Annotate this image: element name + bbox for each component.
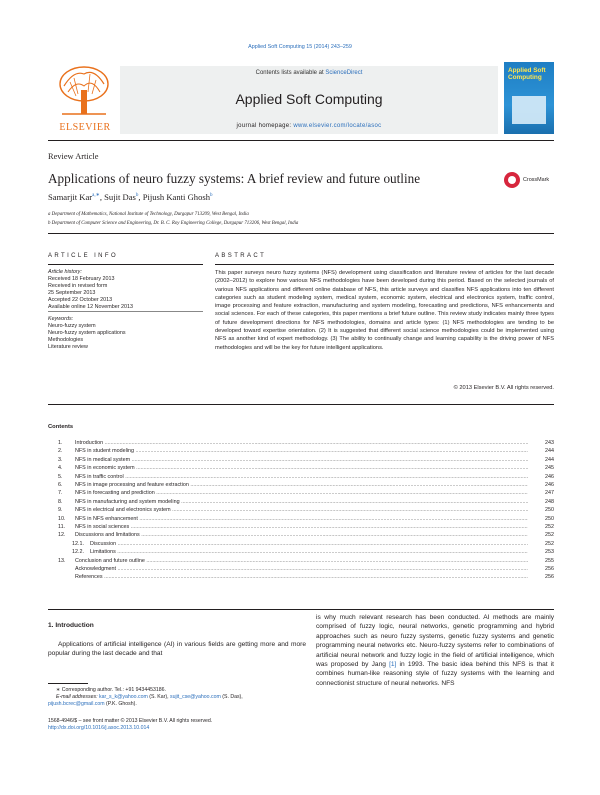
toc-row[interactable] (48, 574, 554, 582)
toc-title[interactable]: Conclusion and future outline ..... (75, 558, 528, 565)
email-link[interactable]: pijush.bcrec@gmail.com (48, 701, 105, 708)
journal-homepage (120, 123, 498, 129)
toc-row[interactable] (48, 507, 554, 515)
affiliation-a: a Department of Mathematics, National Institute of Technology, Durgapur 713209, West Bengal, India (48, 212, 249, 217)
toc-number: 13. (58, 557, 66, 564)
keywords-label: Keywords: (48, 316, 74, 322)
history-line: Received 18 February 2013 (48, 276, 115, 282)
toc-row[interactable] (48, 465, 554, 473)
toc-title[interactable]: NFS in medical system ..... (75, 457, 528, 464)
keywords-divider (48, 311, 203, 312)
crossmark-label: CrossMark (523, 177, 550, 183)
toc-title[interactable]: NFS in NFS enhancement ..... (75, 516, 528, 523)
toc-number: 1. (58, 440, 63, 446)
toc-row[interactable] (48, 457, 554, 465)
toc-row[interactable] (48, 499, 554, 507)
toc-row[interactable] (48, 440, 554, 448)
toc-title[interactable]: Limitations ..... (90, 549, 528, 556)
author-sup[interactable]: b (135, 193, 139, 199)
homepage-link[interactable]: www.elsevier.com/locate/asoc (293, 123, 382, 129)
abstract-divider (215, 264, 554, 265)
introduction-heading: 1. Introduction (48, 622, 94, 629)
toc-page: 248 (532, 499, 554, 506)
contents-line (120, 70, 498, 76)
email-link[interactable]: sujit_cse@yahoo.com (169, 694, 221, 700)
toc-page: 245 (532, 465, 554, 472)
abstract-text: This paper surveys neuro fuzzy systems (NFS) development using classification and literature review of articles for the last decade (2002–2012) to explore how various NFS methodologies have been developed during this period. Based on the selected journals of various NFS applications and different online database of NFS, this article surveys and classifies NFS applications into ten different categories such as student modeling system, medical system, economic system, electrical and electronics system, traffic control, image processing and feature extraction, manufacturing and system modeling, forecasting and predictions, NFS enhancements and social sciences. For each of these categories, this paper mentions a brief future outline. This review study indicates mainly three types of future development directions for NFS methodologies, domains and article types: (1) NFS methodologies are tending to be developed toward expertise orientation. (2) It is suggested that different social science methodologies could be implemented using NFS as another kind of expert methodology. (3) The ability to continually change and learning capability is the driving power of NFS methodologies and will be the key for future intelligent applications. (215, 270, 554, 351)
toc-number: 3. (58, 456, 63, 463)
tree-icon (56, 64, 112, 116)
keyword: Literature review (48, 344, 88, 350)
toc-row[interactable] (48, 566, 554, 574)
toc-title[interactable]: NFS in student modeling ..... (75, 448, 528, 455)
toc-title[interactable]: NFS in traffic control ..... (75, 474, 528, 481)
toc-page: 250 (532, 507, 554, 514)
toc-page: 246 (532, 482, 554, 489)
contents-heading: Contents (48, 424, 74, 430)
email-note (48, 694, 306, 708)
contents-prefix: Contents lists available at (255, 70, 326, 76)
article-info-divider (48, 264, 203, 265)
doi-link[interactable]: http://dx.doi.org/10.1016/j.asoc.2013.10.014 (48, 725, 150, 731)
cover-image (512, 96, 546, 124)
author-list (48, 192, 213, 202)
toc-page: 247 (532, 490, 554, 497)
toc-title[interactable]: Discussion ..... (90, 541, 528, 548)
history-line: Accepted 22 October 2013 (48, 297, 113, 303)
toc-page: 244 (532, 457, 554, 464)
email-label: E-mail addresses: (56, 694, 99, 700)
citation-link[interactable]: [1] (389, 661, 397, 669)
author-sup[interactable]: b (210, 193, 213, 199)
toc-title[interactable]: References ..... (75, 574, 528, 581)
email-link[interactable]: kar_s_k@yahoo.com (98, 694, 148, 700)
toc-page: 250 (532, 516, 554, 523)
toc-page: 255 (532, 558, 554, 565)
author-sup[interactable]: a,∗ (92, 193, 100, 199)
toc-number: 2. (58, 448, 63, 455)
toc-page: 256 (532, 566, 554, 573)
toc-title[interactable]: NFS in social sciences ..... (75, 524, 528, 531)
author-name[interactable]: Samarjit Kar (48, 192, 93, 202)
toc-page: 252 (532, 524, 554, 531)
toc-row[interactable] (48, 516, 554, 524)
toc-page: 252 (532, 541, 554, 548)
toc-number: 5. (58, 473, 63, 480)
history-line: Available online 12 November 2013 (48, 304, 134, 310)
intro-right-part: is why much relevant research has been conducted. AI methods are mainly comprised of fuzzy logic, neural networks, genetic programming and hybrid approaches such as neuro fuzzy systems, genetic fuzzy systems and genetic programming neural networks etc. Neuro-fuzzy systems refer to combinations of artificial neural network and fuzzy logic in the field of artificial intelligence, which was proposed by Jang (316, 614, 554, 669)
email-owner: (P.K. Ghosh). (104, 701, 137, 708)
issn-line: 1568-4946/$ – see front matter © 2013 Elsevier B.V. All rights reserved. (48, 718, 213, 724)
toc-title[interactable]: NFS in manufacturing and system modeling ..... (75, 499, 528, 506)
keyword: Neuro-fuzzy system (48, 323, 96, 329)
history-label: Article history: (48, 269, 82, 275)
toc-number: 12. (58, 532, 66, 539)
affiliation-divider (48, 233, 554, 234)
toc-number: 8. (58, 498, 63, 505)
keyword: Neuro-fuzzy system applications (48, 330, 126, 336)
toc-number: 9. (58, 507, 63, 514)
footnote-divider (48, 683, 88, 684)
toc-title[interactable]: Acknowledgment ..... (75, 566, 528, 573)
introduction-left-text: Applications of artificial intelligence (AI) in various fields are getting more and more popular during the last decade and that (48, 641, 306, 658)
corresponding-author-note: ∗ Corresponding author. Tel.: +91 9434453186. (56, 687, 166, 693)
toc-page: 243 (532, 440, 554, 447)
toc-row[interactable] (48, 532, 554, 540)
toc-title[interactable]: NFS in forecasting and prediction ..... (75, 490, 528, 497)
toc-title[interactable]: Discussions and limitations ..... (75, 532, 528, 539)
intro-right-part: in 1993. The basic idea behind this NFS is that it combines human-like reasoning style of fuzzy systems with the learning and connectionist structure of neural networks. NFS (316, 661, 555, 687)
toc-title[interactable]: NFS in image processing and feature extraction ..... (75, 482, 528, 489)
toc-page: 253 (532, 549, 554, 556)
toc-number: 12.1. (72, 540, 84, 547)
toc-number: 11. (58, 524, 66, 530)
publisher-logo-text: ELSEVIER (59, 122, 111, 133)
author-name[interactable]: Pijush Kanti Ghosh (142, 192, 211, 202)
article-info-heading: ARTICLE INFO (48, 253, 119, 259)
toc-number: 7. (58, 490, 63, 497)
toc-page: 244 (532, 448, 554, 455)
toc-row[interactable] (48, 524, 554, 532)
toc-title[interactable]: NFS in economic system ..... (75, 465, 528, 472)
journal-reference[interactable]: Applied Soft Computing 15 (2014) 243–259 (248, 44, 352, 50)
toc-row[interactable] (48, 558, 554, 566)
toc-title[interactable]: Introduction ..... (75, 440, 528, 447)
abstract-copyright: © 2013 Elsevier B.V. All rights reserved. (453, 385, 554, 391)
toc-number: 10. (58, 515, 66, 522)
toc-row[interactable] (48, 482, 554, 490)
toc-number: 6. (58, 482, 63, 488)
toc-row[interactable] (48, 474, 554, 482)
top-divider (48, 140, 554, 141)
sciencedirect-link[interactable]: ScienceDirect (325, 70, 363, 76)
toc-page: 256 (532, 574, 554, 581)
author-name[interactable]: Sujit Das (104, 192, 136, 202)
toc-row[interactable] (48, 448, 554, 456)
toc-number: 12.2. (72, 549, 84, 556)
toc-row[interactable] (48, 549, 554, 557)
author-separator: , (138, 192, 143, 202)
toc-page: 252 (532, 532, 554, 539)
crossmark-badge[interactable] (504, 170, 554, 190)
toc-row[interactable] (48, 541, 554, 549)
author-separator: , (99, 192, 105, 202)
history-line: 25 September 2013 (48, 290, 96, 296)
journal-title: Applied Soft Computing (235, 91, 383, 107)
email-owner: (S. Kar), (147, 694, 170, 700)
toc-number: 4. (58, 465, 63, 472)
crossmark-icon (504, 172, 520, 188)
toc-title[interactable]: NFS in electrical and electronics system ..... (75, 507, 528, 514)
article-type: Review Article (48, 152, 99, 161)
affiliation-b: b Department of Computer Science and Engineering, Dr. B. C. Roy Engineering College, Durgapur 713206, West Bengal, India (48, 221, 299, 226)
contents-bottom-divider (48, 609, 554, 610)
toc-page: 246 (532, 474, 554, 481)
paper-title: Applications of neuro fuzzy systems: A brief review and future outline (48, 171, 421, 186)
cover-title: Applied Soft Computing (508, 67, 546, 82)
history-line: Received in revised form (48, 283, 108, 289)
keyword: Methodologies (48, 337, 84, 343)
introduction-right-text (316, 613, 554, 688)
abstract-heading: ABSTRACT (215, 253, 267, 259)
abstract-bottom-divider (48, 404, 554, 405)
homepage-label: journal homepage: (236, 123, 294, 129)
toc-row[interactable] (48, 490, 554, 498)
email-owner: (S. Das), (220, 694, 243, 700)
